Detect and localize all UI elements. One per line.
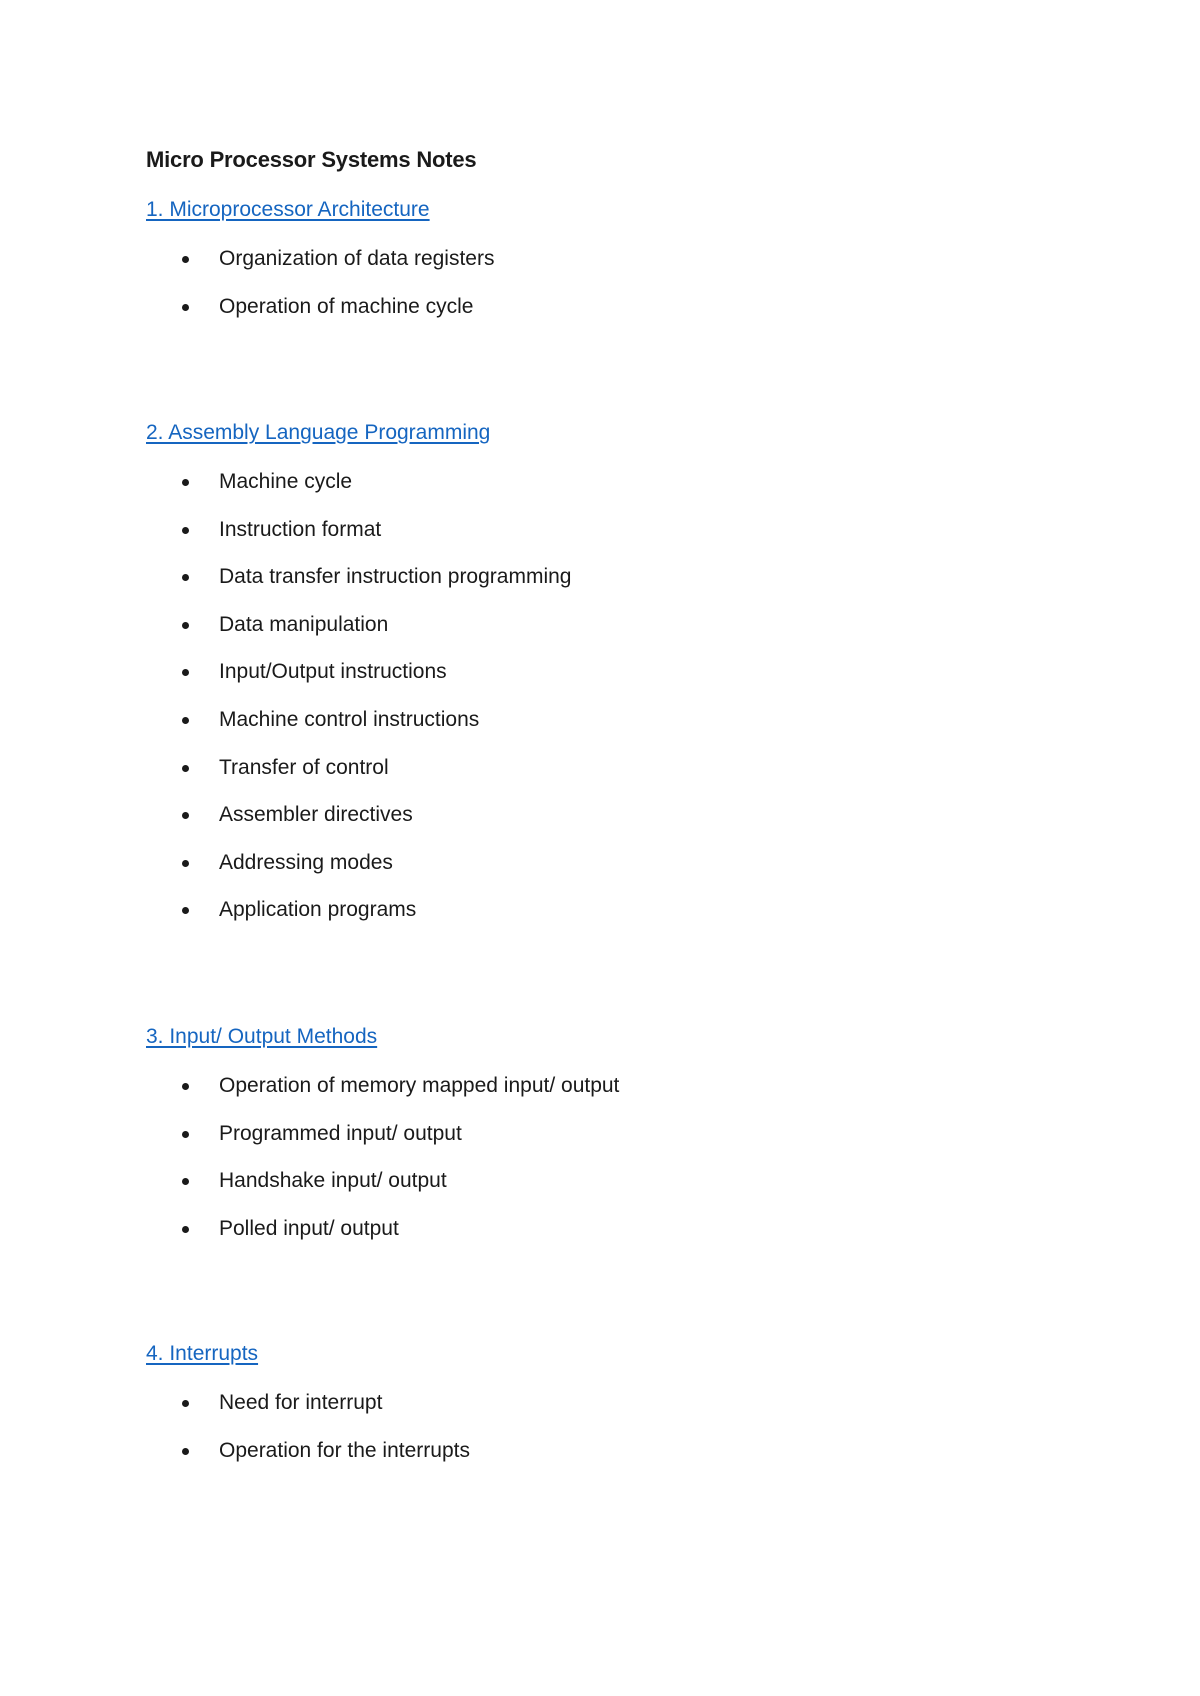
bullet-icon	[182, 256, 189, 263]
list-item-text: Operation of memory mapped input/ output	[219, 1074, 620, 1097]
bullet-icon	[182, 574, 189, 581]
list-item-text: Application programs	[219, 898, 417, 921]
section-heading[interactable]: 3. Input/ Output Methods	[146, 1025, 378, 1048]
section-heading[interactable]: 4. Interrupts	[146, 1342, 259, 1365]
list-item-text: Transfer of control	[219, 756, 389, 779]
section-heading[interactable]: 1. Microprocessor Architecture	[146, 198, 430, 221]
list-item-text: Data transfer instruction programming	[219, 565, 572, 588]
document-title: Micro Processor Systems Notes	[146, 147, 477, 172]
list-item-text: Operation for the interrupts	[219, 1439, 470, 1462]
list-item-text: Operation of machine cycle	[219, 295, 474, 318]
bullet-icon	[182, 860, 189, 867]
list-item-text: Machine control instructions	[219, 708, 480, 731]
bullet-icon	[182, 765, 189, 772]
section-heading[interactable]: 2. Assembly Language Programming	[146, 421, 491, 444]
bullet-icon	[182, 717, 189, 724]
bullet-icon	[182, 812, 189, 819]
list-item-text: Machine cycle	[219, 470, 353, 493]
list-item-text: Polled input/ output	[219, 1217, 399, 1240]
bullet-icon	[182, 1226, 189, 1233]
list-item-text: Organization of data registers	[219, 247, 495, 270]
bullet-icon	[182, 907, 189, 914]
bullet-icon	[182, 1083, 189, 1090]
bullet-icon	[182, 669, 189, 676]
list-item-text: Data manipulation	[219, 613, 389, 636]
bullet-icon	[182, 1131, 189, 1138]
list-item-text: Addressing modes	[219, 851, 393, 874]
list-item-text: Assembler directives	[219, 803, 413, 826]
list-item-text: Need for interrupt	[219, 1391, 383, 1414]
bullet-icon	[182, 622, 189, 629]
bullet-icon	[182, 304, 189, 311]
bullet-icon	[182, 1178, 189, 1185]
bullet-icon	[182, 1448, 189, 1455]
bullet-icon	[182, 1400, 189, 1407]
bullet-icon	[182, 527, 189, 534]
list-item-text: Programmed input/ output	[219, 1122, 462, 1145]
list-item-text: Input/Output instructions	[219, 660, 447, 683]
list-item-text: Handshake input/ output	[219, 1169, 447, 1192]
bullet-icon	[182, 479, 189, 486]
list-item-text: Instruction format	[219, 518, 382, 541]
